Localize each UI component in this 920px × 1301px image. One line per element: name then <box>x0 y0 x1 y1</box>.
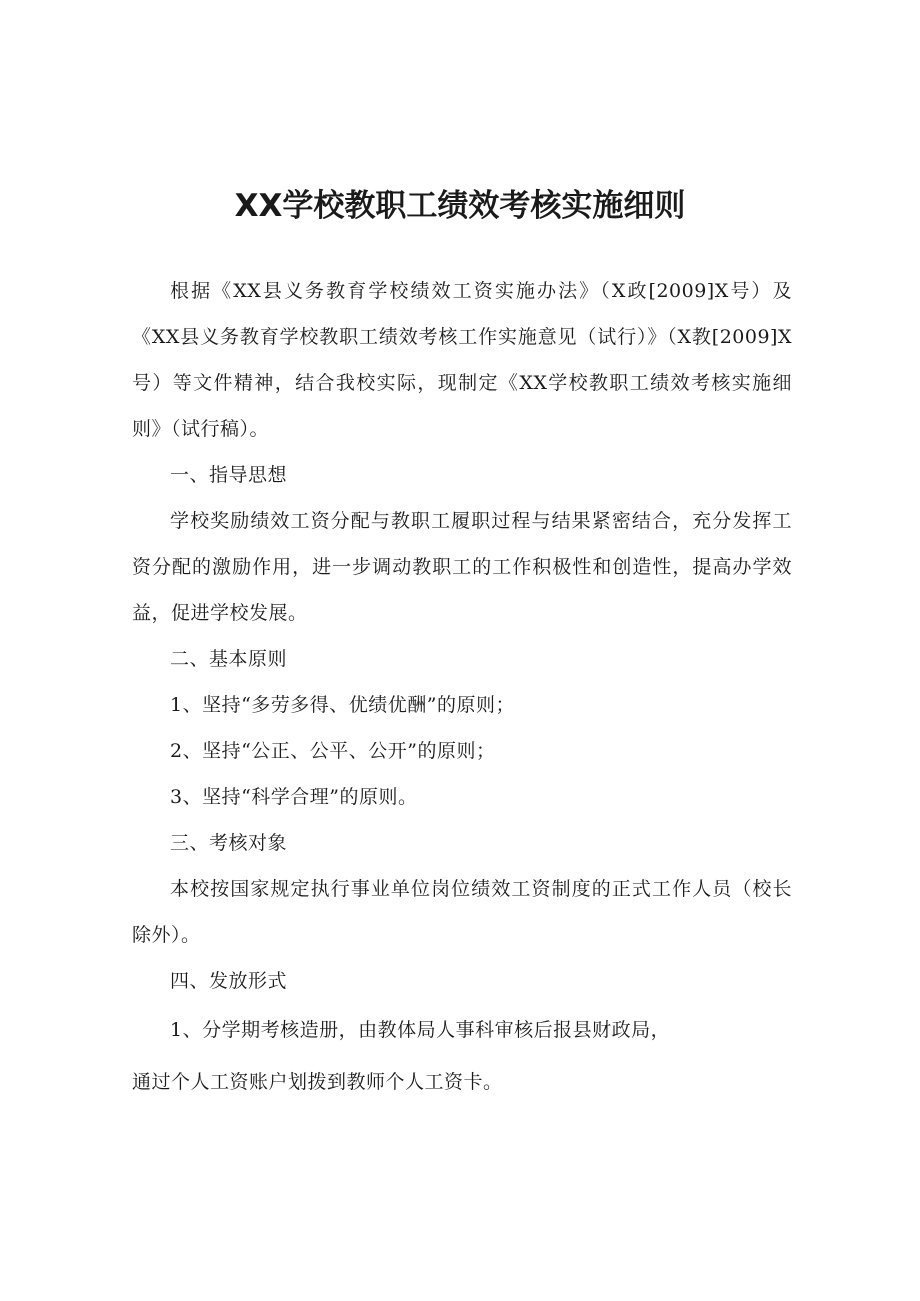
section-heading-payment-form: 四、发放形式 <box>170 970 288 992</box>
payment-form-continuation: 通过个人工资账户划拨到教师个人工资卡。 <box>132 1071 503 1093</box>
document-body <box>132 268 792 1108</box>
principle-item: 3、坚持“科学合理”的原则。 <box>170 786 418 808</box>
principle-item: 2、坚持“公正、公平、公开”的原则； <box>170 740 496 762</box>
section-heading-guiding-ideology: 一、指导思想 <box>170 464 288 486</box>
guiding-ideology-paragraph: 学校奖励绩效工资分配与教职工履职过程与结果紧密结合，充分发挥工资分配的激励作用，进一步调动教职工的工作积极性和创造性，提高办学效益，促进学校发展。 <box>132 510 792 624</box>
section-heading-assessment-target: 三、考核对象 <box>170 832 288 854</box>
principle-item: 1、坚持“多劳多得、优绩优酬”的原则； <box>170 694 516 716</box>
document-title: XX学校教职工绩效考核实施细则 <box>234 188 686 224</box>
assessment-target-paragraph: 本校按国家规定执行事业单位岗位绩效工资制度的正式工作人员（校长除外）。 <box>132 878 792 946</box>
intro-paragraph: 根据《XX县义务教育学校绩效工资实施办法》（X政[2009]X号）及《XX县义务教育学校教职工绩效考核工作实施意见（试行）》（X教[2009]X号）等文件精神，结合我校实际，现制定《XX学校教职工绩效考核实施细则》（试行稿）。 <box>132 280 792 440</box>
payment-form-item: 1、分学期考核造册，由教体局人事科审核后报县财政局， <box>170 1019 671 1041</box>
section-heading-basic-principles: 二、基本原则 <box>170 648 288 670</box>
